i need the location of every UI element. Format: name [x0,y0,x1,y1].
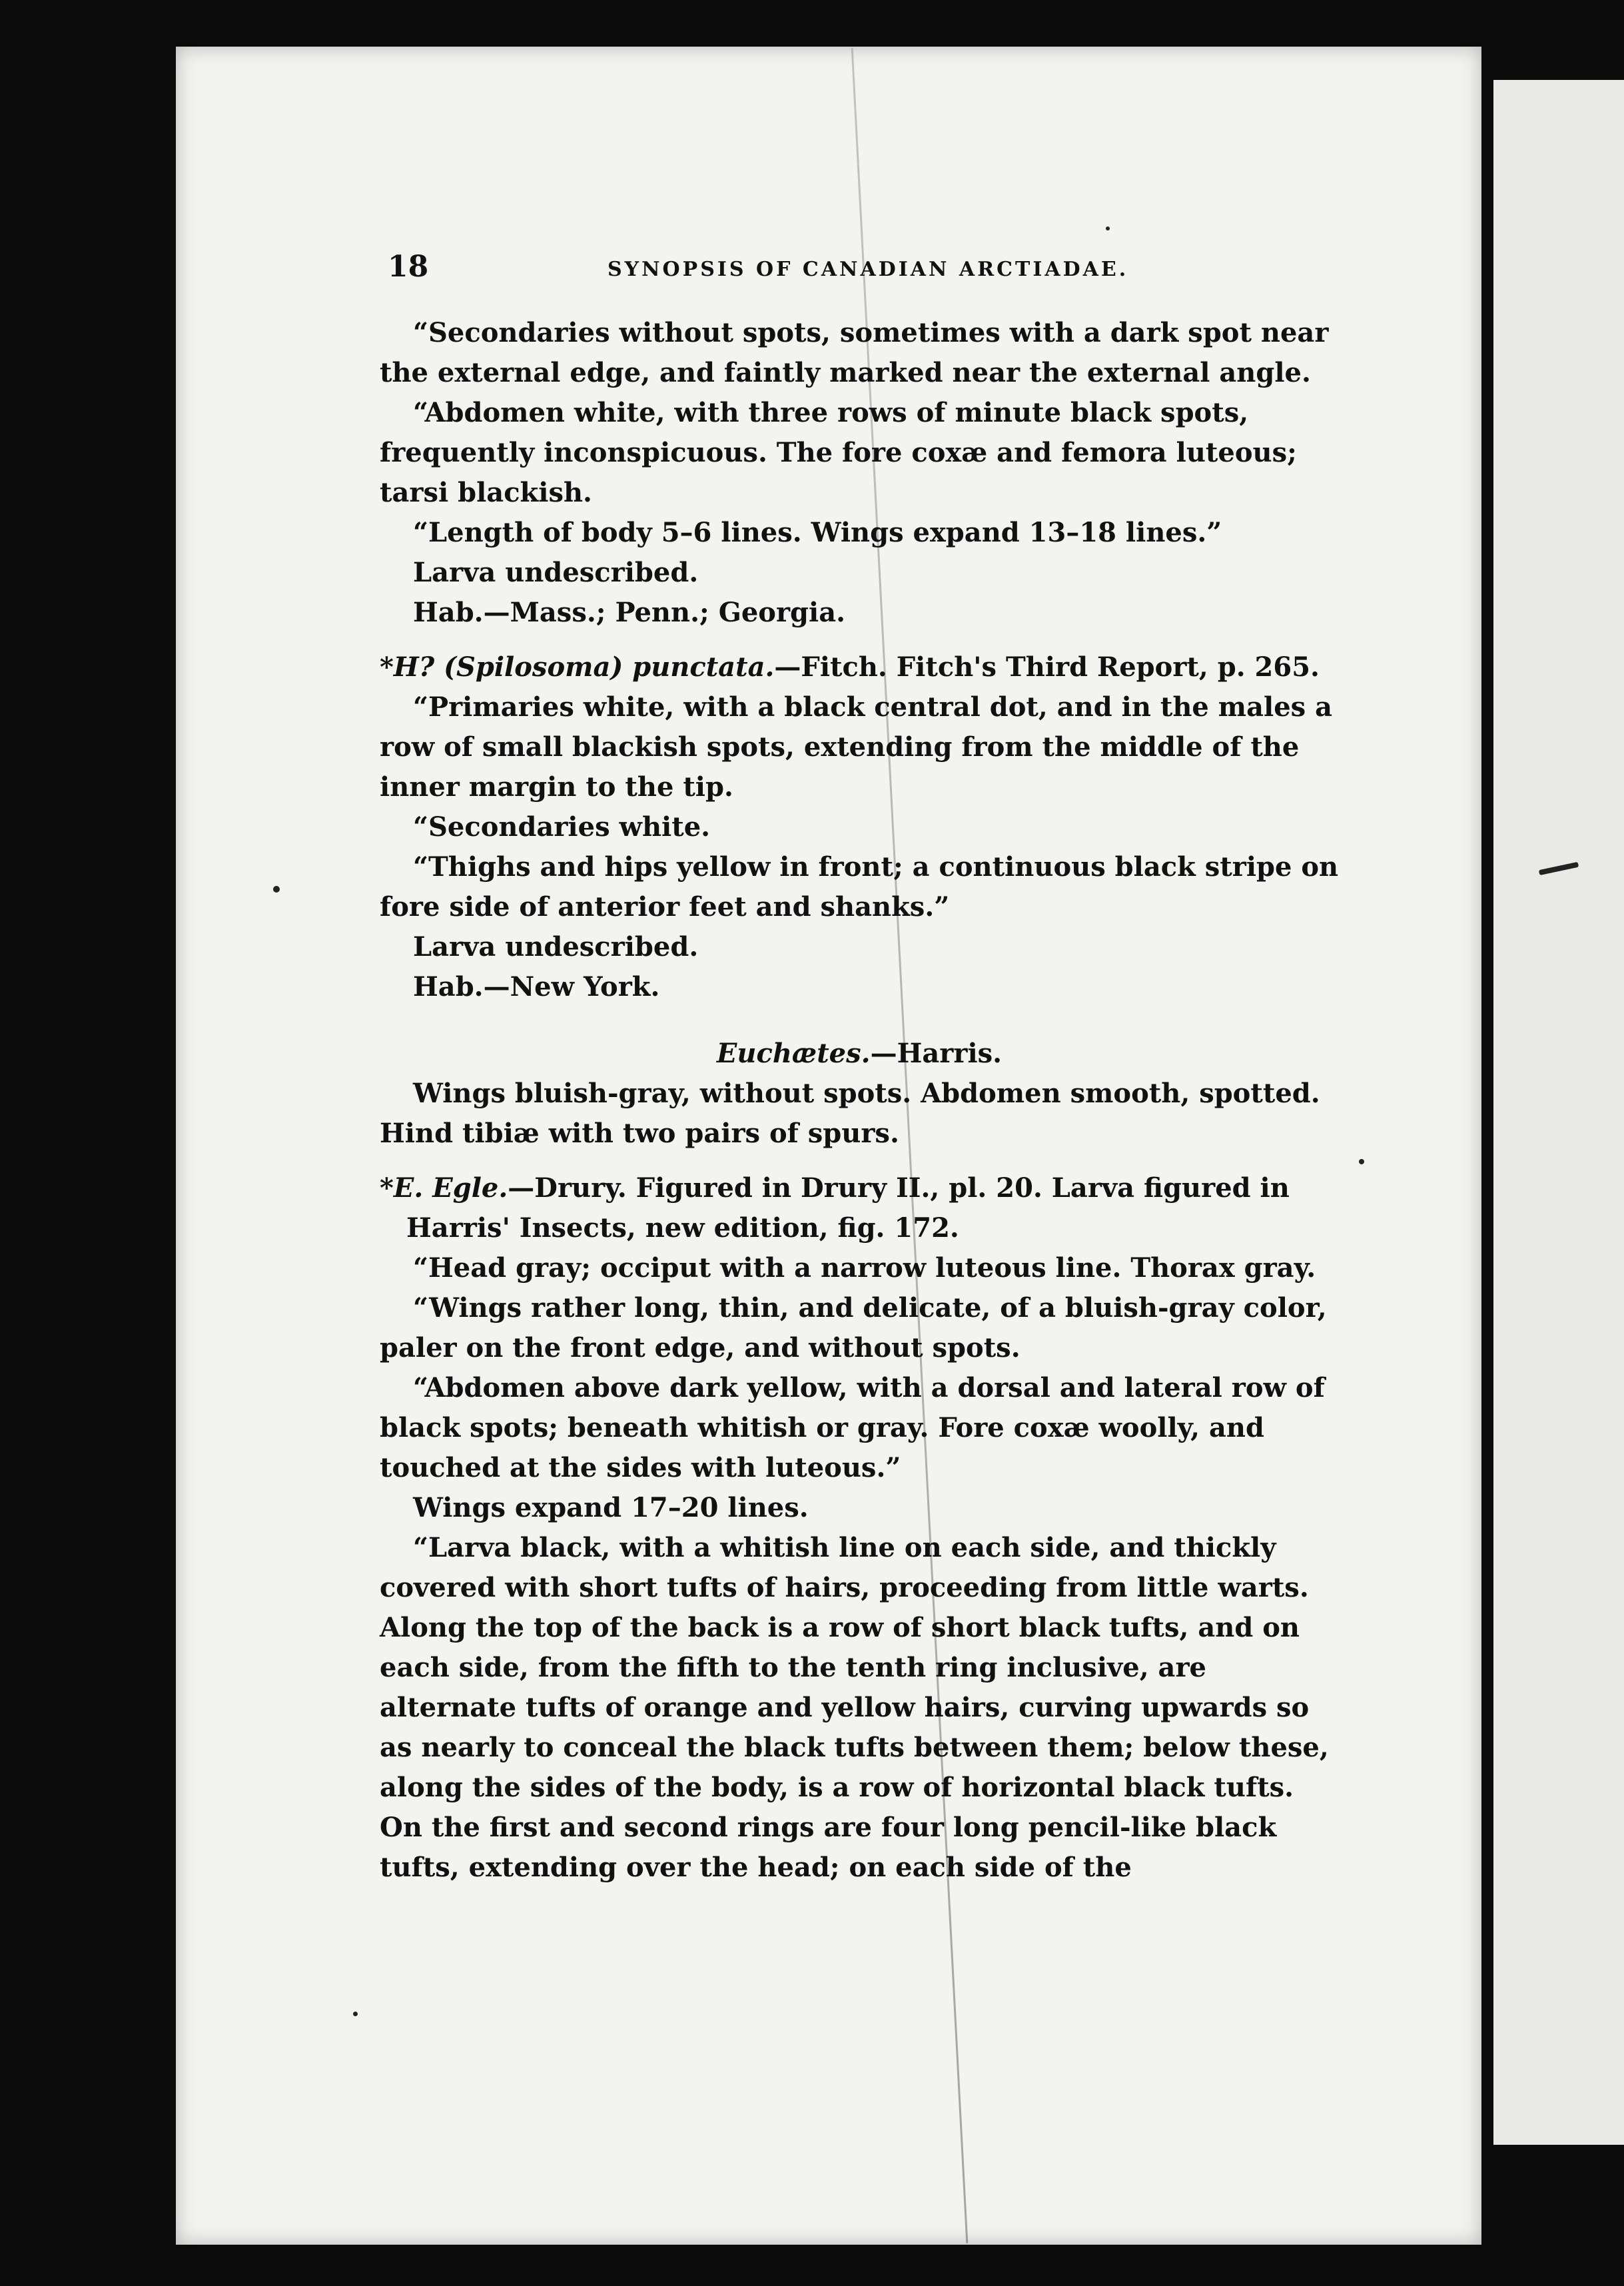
species-citation: —Fitch. Fitch's Third Report, p. 265. [774,651,1320,683]
paragraph: “Abdomen above dark yellow, with a dorsal and lateral row of black spots; beneath whitish or gray. Fore coxæ woolly, and touched at the sides with luteous.” [380,1372,1325,1483]
scan-speck [1359,1159,1364,1164]
paragraph: “Thighs and hips yellow in front; a continuous black stripe on fore side of anterior feet and shanks.” [380,851,1339,923]
paragraph: Hab.—Mass.; Penn.; Georgia. [413,597,846,628]
paragraph: “Secondaries without spots, sometimes with a dark spot near the external edge, and faintly marked near the external angle. [380,317,1329,388]
species-name: *E. Egle. [380,1172,508,1204]
genus-author: —Harris. [870,1038,1003,1069]
paragraph: “Length of body 5–6 lines. Wings expand 13–18 lines.” [413,517,1222,548]
paragraph: Larva undescribed. [413,931,699,962]
scan-speck [353,2012,358,2016]
page-header [388,250,1387,290]
scan-speck [1106,226,1110,230]
paragraph: “Abdomen white, with three rows of minute black spots, frequently inconspicuous. The fore coxæ and femora luteous; tarsi blackish. [380,397,1297,508]
paragraph: “Head gray; occiput with a narrow luteous line. Thorax gray. [413,1252,1316,1284]
paragraph: Wings expand 17–20 lines. [413,1492,809,1523]
scan-speck [273,886,280,893]
paragraph: “Primaries white, with a black central dot, and in the males a row of small blackish spots, extending from the middle of the inner margin to the tip. [380,691,1333,803]
page-body [380,313,1339,1888]
species-name: *H? (Spilosoma) punctata. [380,651,775,683]
paragraph: “Secondaries white. [413,811,711,843]
species-heading [380,647,1339,687]
species-heading [380,1168,1339,1248]
page-number: 18 [388,250,429,284]
adjacent-page-edge [1493,80,1624,2145]
paragraph: “Larva black, with a whitish line on each side, and thickly covered with short tufts of hairs, proceeding from little warts. Along the top of the back is a row of short black tufts, and on each side, from the fifth to the tenth ring inclusive, are alternate tufts of orange and yellow hairs, curving upwards so as nearly to conceal the black tufts between them; below these, along the sides of the body, is a row of horizontal black tufts. On the first and second rings are four long pencil-like black tufts, extending over the head; on each side of the [380,1532,1329,1883]
running-head: SYNOPSIS OF CANADIAN ARCTIADAE. [608,258,1129,281]
paragraph: “Wings rather long, thin, and delicate, of a bluish-gray color, paler on the front edge, and without spots. [380,1292,1327,1363]
genus-heading [380,1034,1339,1074]
species-citation: —Drury. Figured in Drury II., pl. 20. Larva figured in Harris' Insects, new edition, fig. 172. [406,1172,1290,1244]
genus-name: Euchætes. [716,1038,871,1069]
paragraph: Wings bluish-gray, without spots. Abdomen smooth, spotted. Hind tibiæ with two pairs of spurs. [380,1078,1320,1149]
paragraph: Hab.—New York. [413,971,660,1002]
paragraph: Larva undescribed. [413,557,699,588]
